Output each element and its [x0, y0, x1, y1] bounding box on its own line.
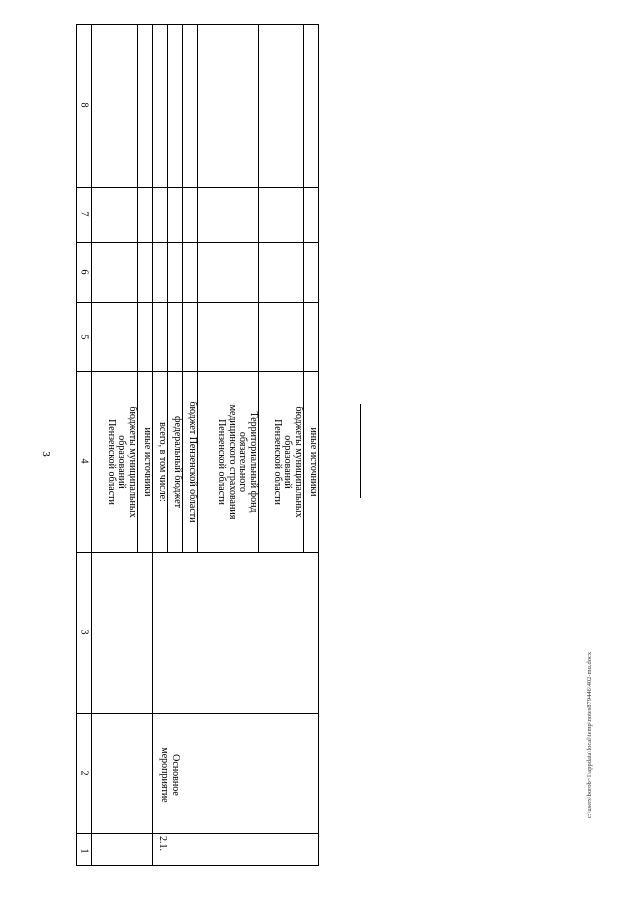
item-number: 2.1. [157, 836, 168, 851]
page-number: 3 [40, 451, 52, 457]
source-municipal-budgets-top: бюджеты муниципальных образований Пензенской области [105, 406, 138, 518]
source-medical-insurance-fund: Территориальный фонд обязательного медицинского страхования Пензенской области [216, 404, 259, 520]
source-other-top: иные источники [142, 427, 153, 497]
budget-table: 1 2 3 4 5 6 7 8 бюджеты муниципальных образований Пензенской области иные источники 2.1. Основное мероприятие всего, в том числе: федеральный бюджет бюджет Пензенской области Территориальный фонд обязательного медицинского страхования Пензенской области бюджеты муниципальных образований Пензенской области иные источники [0, 0, 640, 905]
footer-file-path-text: c:\users\borob~1\appdata\local\temp\notes879446\402-mu.docx [586, 651, 593, 819]
source-total: всего, в том числе: [157, 422, 168, 502]
source-regional-budget: бюджет Пензенской области [187, 401, 198, 523]
source-federal-budget: федеральный бюджет [172, 415, 183, 509]
source-municipal-budgets: бюджеты муниципальных образований Пензенской области [271, 406, 304, 518]
source-other: иные источники [308, 427, 319, 497]
item-name: Основное мероприятие [159, 747, 181, 803]
